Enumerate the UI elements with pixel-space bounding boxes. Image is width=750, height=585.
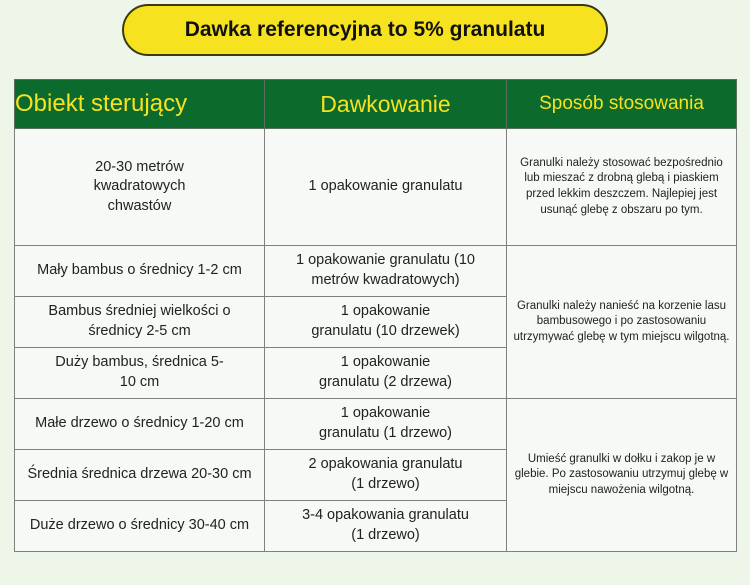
method-cell: Granulki należy stosować bezpośrednio lub mieszać z drobną glebą i piaskiem przed lekkim deszczem. Najlepiej jest usunąć glebę z obszaru po tym.: [507, 129, 737, 246]
object-cell: Mały bambus o średnicy 1-2 cm: [15, 246, 265, 297]
page-title: Dawka referencyjna to 5% granulatu: [122, 4, 608, 56]
table-row: [15, 246, 737, 297]
object-cell: Małe drzewo o średnicy 1-20 cm: [15, 399, 265, 450]
column-header-object: Obiekt sterujący: [15, 80, 265, 129]
object-cell: Bambus średniej wielkości o średnicy 2-5 cm: [15, 297, 265, 348]
dosage-table: [14, 79, 737, 552]
dose-cell: 1 opakowanie granulatu (1 drzewo): [265, 399, 507, 450]
dose-cell: 1 opakowanie granulatu (2 drzewa): [265, 348, 507, 399]
method-cell: Umieść granulki w dołku i zakop je w glebie. Po zastosowaniu utrzymuj glebę w miejscu nawożenia wilgotną.: [507, 399, 737, 552]
table-header-row: [15, 80, 737, 129]
object-cell: Duży bambus, średnica 5-10 cm: [15, 348, 265, 399]
object-cell: Duże drzewo o średnicy 30-40 cm: [15, 501, 265, 552]
dose-cell: 3-4 opakowania granulatu (1 drzewo): [265, 501, 507, 552]
method-cell: Granulki należy nanieść na korzenie lasu bambusowego i po zastosowaniu utrzymywać glebę w tym miejscu wilgotną.: [507, 246, 737, 399]
column-header-dosage: Dawkowanie: [265, 80, 507, 129]
object-cell: Średnia średnica drzewa 20-30 cm: [15, 450, 265, 501]
object-cell: 20-30 metrów kwadratowych chwastów: [15, 129, 265, 246]
dose-cell: 1 opakowanie granulatu: [265, 129, 507, 246]
dose-cell: 2 opakowania granulatu (1 drzewo): [265, 450, 507, 501]
column-header-method: Sposób stosowania: [507, 80, 737, 129]
dose-cell: 1 opakowanie granulatu (10 drzewek): [265, 297, 507, 348]
table-row: [15, 129, 737, 246]
table-row: [15, 399, 737, 450]
dose-cell: 1 opakowanie granulatu (10 metrów kwadratowych): [265, 246, 507, 297]
